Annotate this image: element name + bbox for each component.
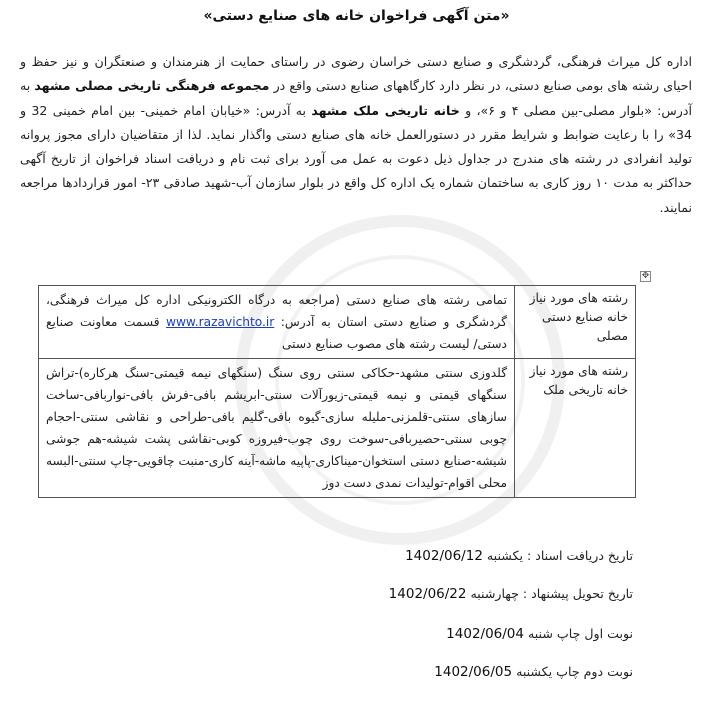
announcement-title: «متن آگهی فراخوان خانه های صنایع دستی» [203,8,510,24]
date-label: تاریخ دریافت اسناد : یکشنبه [482,548,633,563]
date-line-receive-docs [0,548,633,564]
announcement-body [20,50,692,220]
body-bold-location-2: خانه تاریخی ملک مشهد [311,102,460,118]
date-value: 1402/06/12 [405,548,483,564]
date-line-submit-proposal [0,586,633,602]
row1-text-a: تمامی رشته های صنایع دستی (مراجعه به درگاه الکترونیکی اداره کل میراث فرهنگی، گردشگری و صنایع دستی استان به آدرس: [46,293,507,329]
body-text-1: اداره کل میراث فرهنگی، گردشگری و صنایع دستی خراسان رضوی در راستای حمایت از هنرمندان و صنعتگران و نیز حفظ و احیای رشته های بومی صنایع دستی، در نظر دارد کارگاههای صنایع دستی واقع در [20,54,692,94]
body-bold-location-1: مجموعه فرهنگی تاریخی مصلی مشهد [34,78,270,94]
row-content-mosalla [39,286,515,359]
row-content-malek: گلدوزی سنتی مشهد-حکاکی سنتی روی سنگ (سنگهای نیمه قیمتی-سنگ هرکاره)-تراش سنگهای قیمتی و نیمه قیمتی-زیورآلات سنتی-ابریشم بافی-فرش بافی-نواربافی-ساخت سازهای سنتی-قلمزنی-ملیله سازی-گیوه بافی-گلیم بافی-طراحی و نقاشی سنتی-احجام چوبی سنتی-حصیربافی-سوخت روی چوب-فیروزه کوبی-نقاشی پشت شیشه-هم جوشی شیشه-صنایع دستی استخوان-میناکاری-پاپیه ماشه-آینه کاری-منبت چاقویی-چاپ سنتی-البسه محلی اقوام-تولیدات نمدی دست دوز [39,359,515,498]
requirements-table [38,285,636,498]
date-value: 1402/06/22 [388,586,467,602]
table-move-handle-icon[interactable]: ✥ [641,271,650,281]
date-value: 1402/06/05 [434,664,513,680]
date-line-first-print [0,626,633,642]
table-row [39,359,636,498]
date-label: تاریخ تحویل پیشنهاد : چهارشنبه [466,586,633,601]
date-value: 1402/06/04 [446,626,524,642]
body-text-3: به آدرس: «خیابان امام خمینی- بین امام خمینی 32 و 34» را با رعایت ضوابط و شرایط مقرر در دستورالعمل خانه های صنایع دستی واگذار نماید. لذا از متقاضیان دارای مجوز پروانه تولید انفرادی در رشته های مندرج در جداول ذیل دعوت به عمل می آورد برای ثبت نام و دریافت اسناد فراخوان از تاریخ آگهی حداکثر به مدت ۱۰ روز کاری به ساختمان شماره یک اداره کل واقع در بلوار سازمان آب-شهید صادقی ۲۳- امور قراردادها مراجعه نمایند. [20,102,692,215]
date-line-second-print [0,664,633,680]
table-row [39,286,636,359]
date-label: نوبت دوم چاپ یکشنبه [512,664,633,679]
row1-text-b: قسمت معاونت صنایع دستی/ لیست رشته های مصوب صنایع دستی [46,315,507,351]
row-label-malek: رشته های مورد نیاز خانه تاریخی ملک [515,359,636,498]
body-text-2: به آدرس: «بلوار مصلی-بین مصلی ۴ و ۶»، و [20,78,692,118]
row-label-mosalla: رشته های مورد نیاز خانه صنایع دستی مصلی [515,286,636,359]
date-label: نوبت اول چاپ شنبه [523,626,633,641]
website-link[interactable]: www.razavichto.ir [165,315,275,329]
